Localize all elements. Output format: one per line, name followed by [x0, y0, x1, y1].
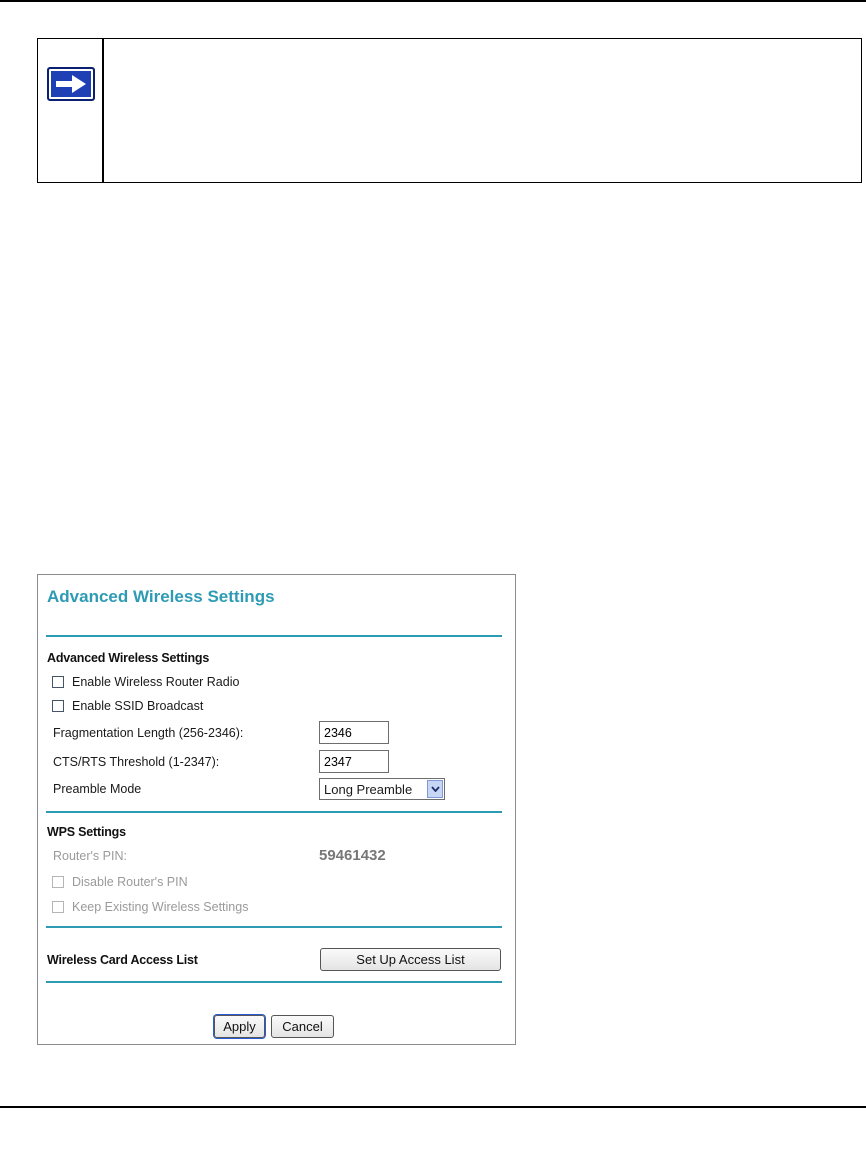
disable-pin-label: Disable Router's PIN: [72, 875, 188, 889]
chevron-down-icon[interactable]: [427, 780, 443, 798]
cts-rts-input[interactable]: [319, 750, 389, 773]
wps-section-heading: WPS Settings: [47, 825, 126, 839]
router-pin-value: 59461432: [319, 847, 386, 864]
enable-radio-checkbox[interactable]: [52, 676, 64, 688]
divider: [46, 926, 502, 928]
advanced-wireless-panel: [37, 574, 516, 1045]
note-box: [37, 38, 862, 183]
enable-ssid-label: Enable SSID Broadcast: [72, 699, 204, 713]
enable-ssid-row[interactable]: [52, 699, 203, 713]
access-list-label: Wireless Card Access List: [47, 953, 198, 967]
fragmentation-input[interactable]: [319, 721, 389, 744]
disable-pin-row: [52, 875, 188, 889]
enable-ssid-checkbox[interactable]: [52, 700, 64, 712]
bottom-rule: [0, 1106, 866, 1108]
fragmentation-label: Fragmentation Length (256-2346):: [53, 726, 244, 740]
preamble-select[interactable]: [319, 778, 445, 800]
right-arrow-icon: [47, 67, 95, 101]
enable-radio-row[interactable]: [52, 675, 239, 689]
keep-settings-label: Keep Existing Wireless Settings: [72, 900, 249, 914]
divider: [46, 811, 502, 813]
apply-button[interactable]: Apply: [214, 1015, 265, 1038]
enable-radio-label: Enable Wireless Router Radio: [72, 675, 240, 689]
cancel-button[interactable]: Cancel: [271, 1015, 334, 1038]
advanced-section-heading: Advanced Wireless Settings: [47, 651, 210, 665]
preamble-label: Preamble Mode: [53, 782, 142, 796]
note-divider: [102, 39, 104, 182]
cts-rts-label: CTS/RTS Threshold (1-2347):: [53, 755, 220, 769]
disable-pin-checkbox: [52, 876, 64, 888]
divider: [46, 981, 502, 983]
preamble-value: Long Preamble: [324, 781, 413, 797]
keep-settings-row: [52, 900, 248, 914]
page-title: Advanced Wireless Settings: [47, 587, 275, 606]
divider: [46, 635, 502, 637]
router-pin-label: Router's PIN:: [53, 849, 127, 863]
top-rule: [0, 0, 866, 2]
set-up-access-list-button[interactable]: Set Up Access List: [320, 948, 501, 971]
keep-settings-checkbox: [52, 901, 64, 913]
